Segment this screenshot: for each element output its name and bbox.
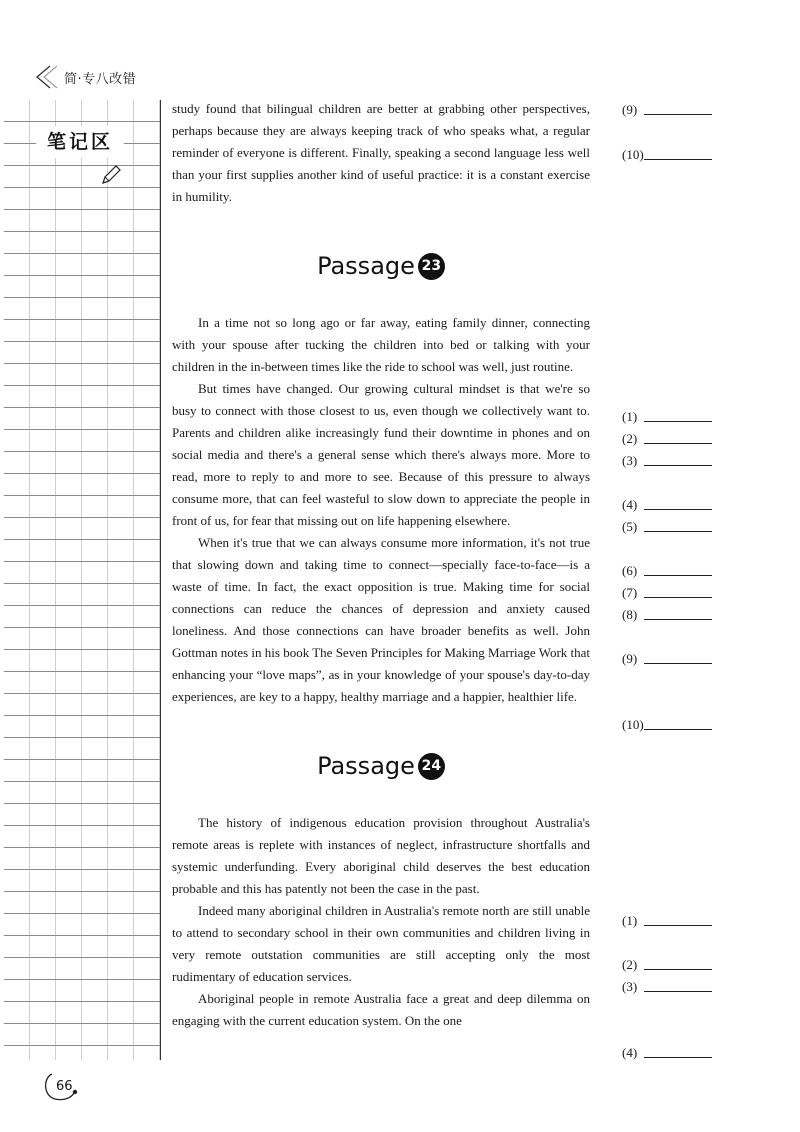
answer-line[interactable] [644, 910, 712, 926]
notes-area [4, 100, 161, 1060]
answer-blank[interactable] [622, 976, 712, 998]
answer-line[interactable] [644, 954, 712, 970]
answer-blank-number: (1) [622, 409, 638, 424]
answer-blank-number: (1) [622, 913, 638, 928]
answer-blank[interactable] [622, 428, 712, 450]
answer-blank[interactable] [622, 910, 712, 932]
passage-24-paragraph: The history of indigenous education provision throughout Australia's remote areas is replete with instances of neglect, infrastructure shortfalls and systemic underfunding. Every aboriginal child deserves the best education probable and this has patently not been the case in the past. [172, 815, 590, 896]
answer-line[interactable] [644, 604, 712, 620]
answer-line[interactable] [644, 648, 712, 664]
passage-23-paragraph: When it's true that we can always consume more information, it's not true that slowing down and taking time to connect—specially face-to-face—is a waste of time. In fact, the exact opposition is true. Making time for social connections can reduce the chances of depression and anxiety caused loneliness. And those connections can have broader benefits as well. John Gottman notes in his book The Seven Principles for Making Marriage Work that enhancing your “love maps”, as in your knowledge of your spouse's day-to-day experiences, are key to a happy, healthy marriage and a happier, healthier life. [172, 535, 591, 704]
answer-blank[interactable] [622, 99, 712, 121]
answer-blank-number: (10) [622, 147, 644, 162]
answer-line[interactable] [644, 516, 712, 532]
continuation-paragraph: study found that bilingual children are better at grabbing other perspectives, perhaps because they are always keeping track of who speaks what, a regular reminder of everyone is different. Finally, speaking a second language less well than your first supplies another kind of useful practice: it is a constant exercise in humility. [172, 101, 590, 204]
answer-blank-number: (6) [622, 563, 638, 578]
header-title: 简·专八改错 [64, 71, 137, 87]
answer-line[interactable] [644, 714, 712, 730]
answer-blank[interactable] [622, 406, 712, 428]
answer-blank[interactable] [622, 1042, 712, 1064]
answer-blank-number: (9) [622, 102, 638, 117]
answer-blank[interactable] [622, 604, 712, 626]
answer-line[interactable] [644, 144, 712, 160]
passage-label: Passage [317, 252, 415, 280]
answer-blank[interactable] [622, 582, 712, 604]
answer-blank[interactable] [622, 954, 712, 976]
answer-blank[interactable] [622, 648, 712, 670]
answer-blank[interactable] [622, 714, 712, 736]
notes-area-title: 笔记区 [36, 126, 124, 158]
answer-blank[interactable] [622, 144, 712, 166]
passage-24-paragraph: Aboriginal people in remote Australia face a great and deep dilemma on engaging with the current education system. On the one [172, 991, 590, 1028]
answer-line[interactable] [644, 406, 712, 422]
passage-24-paragraph: Indeed many aboriginal children in Australia's remote north are still unable to attend to secondary school in their own communities and children living in very remote outstation communities are still accepting only the most rudimentary of education services. [172, 903, 590, 984]
answer-blank-number: (4) [622, 1045, 638, 1060]
answer-blank-number: (9) [622, 651, 638, 666]
answer-line[interactable] [644, 494, 712, 510]
passage-number-badge: 23 [418, 253, 445, 280]
answer-blank-number: (5) [622, 519, 638, 534]
answer-blank-number: (3) [622, 453, 638, 468]
answer-line[interactable] [644, 582, 712, 598]
passage-23-heading [172, 244, 590, 288]
answer-blank-number: (2) [622, 431, 638, 446]
chevron-decoration-icon [30, 64, 62, 90]
answer-blank[interactable] [622, 516, 712, 538]
answer-line[interactable] [644, 450, 712, 466]
answer-blank-number: (3) [622, 979, 638, 994]
answer-blank-number: (7) [622, 585, 638, 600]
answer-blank[interactable] [622, 450, 712, 472]
pencil-icon [100, 164, 122, 186]
page-number-text: 66 [56, 1079, 73, 1094]
answer-blank-number: (2) [622, 957, 638, 972]
answer-line[interactable] [644, 99, 712, 115]
page-header [30, 64, 136, 90]
passage-23-paragraph: But times have changed. Our growing cultural mindset is that we're so busy to connect with those closest to us, even though we collectively want to. Parents and children alike increasingly fund their downtime in phones and on social media and there's a general sense which there's always more. More to read, more to reply to and more to see. Because of this pressure to always consume more, that can feel wasteful to slow down to appreciate the people in front of us, for fear that missing out on life happening elsewhere. [172, 381, 590, 528]
passage-number-badge: 24 [418, 753, 445, 780]
answer-blank-number: (10) [622, 717, 644, 732]
answer-line[interactable] [644, 428, 712, 444]
answer-line[interactable] [644, 560, 712, 576]
answer-blank-number: (8) [622, 607, 638, 622]
main-content [172, 98, 590, 1032]
passage-label: Passage [317, 752, 415, 780]
page-number [42, 1072, 78, 1102]
answer-blank-number: (4) [622, 497, 638, 512]
answer-blank[interactable] [622, 494, 712, 516]
answer-blank[interactable] [622, 560, 712, 582]
answer-line[interactable] [644, 976, 712, 992]
passage-23-paragraph: In a time not so long ago or far away, eating family dinner, connecting with your spouse after tucking the children into bed or talking with your children in the in-between times like the ride to school was well, just routine. [172, 315, 590, 374]
passage-24-heading [172, 744, 590, 788]
answer-line[interactable] [644, 1042, 712, 1058]
